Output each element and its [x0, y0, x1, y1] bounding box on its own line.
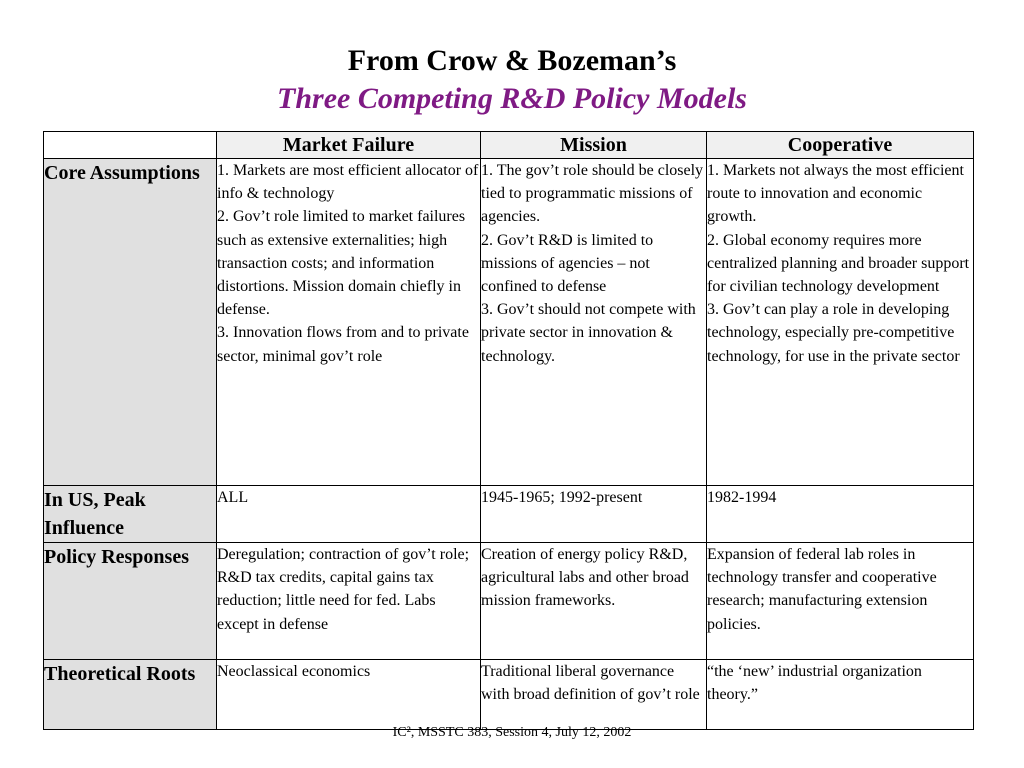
cell-peak-influence-cooperative: 1982-1994 [707, 486, 974, 543]
slide-subtitle: Three Competing R&D Policy Models [277, 82, 747, 115]
cell-theoretical-roots-market-failure: Neoclassical economics [217, 660, 481, 730]
column-header-market-failure: Market Failure [217, 132, 481, 159]
cell-policy-responses-mission: Creation of energy policy R&D, agricultural labs and other broad mission frameworks. [481, 543, 707, 660]
cell-policy-responses-market-failure: Deregulation; contraction of gov’t role; R&D tax credits, capital gains tax reduction; little need for fed. Labs except in defense [217, 543, 481, 660]
row-header-peak-influence: In US, Peak Influence [44, 486, 217, 543]
slide-footer: IC², MSSTC 383, Session 4, July 12, 2002 [392, 725, 632, 740]
row-header-core-assumptions: Core Assumptions [44, 159, 217, 486]
slide-title: From Crow & Bozeman’s [347, 44, 677, 77]
row-header-policy-responses: Policy Responses [44, 543, 217, 660]
cell-policy-responses-cooperative: Expansion of federal lab roles in technology transfer and cooperative research; manufacturing extension policies. [707, 543, 974, 660]
cell-core-assumptions-mission: 1. The gov’t role should be closely tied to programmatic missions of agencies. 2. Gov’t R&D is limited to missions of agencies – not confined to defense 3. Gov’t should not compete with private sector in innovation & technology. [481, 159, 707, 486]
table-row [44, 543, 974, 660]
row-header-theoretical-roots: Theoretical Roots [44, 660, 217, 730]
table-row [44, 159, 974, 486]
table-row [44, 486, 974, 543]
table-row [44, 660, 974, 730]
cell-theoretical-roots-cooperative: “the ‘new’ industrial organization theory.” [707, 660, 974, 730]
cell-core-assumptions-market-failure: 1. Markets are most efficient allocator of info & technology 2. Gov’t role limited to market failures such as extensive externalities; high transaction costs; and information distortions. Mission domain chiefly in defense. 3. Innovation flows from and to private sector, minimal gov’t role [217, 159, 481, 486]
corner-header-cell [44, 132, 217, 159]
column-header-cooperative: Cooperative [707, 132, 974, 159]
cell-peak-influence-market-failure: ALL [217, 486, 481, 543]
policy-models-table [43, 131, 974, 730]
cell-core-assumptions-cooperative: 1. Markets not always the most efficient route to innovation and economic growth. 2. Global economy requires more centralized planning and broader support for civilian technology development 3. Gov’t can play a role in developing technology, especially pre-competitive technology, for use in the private sector [707, 159, 974, 486]
table-header-row [44, 132, 974, 159]
cell-theoretical-roots-mission: Traditional liberal governance with broad definition of gov’t role [481, 660, 707, 730]
cell-peak-influence-mission: 1945-1965; 1992-present [481, 486, 707, 543]
column-header-mission: Mission [481, 132, 707, 159]
